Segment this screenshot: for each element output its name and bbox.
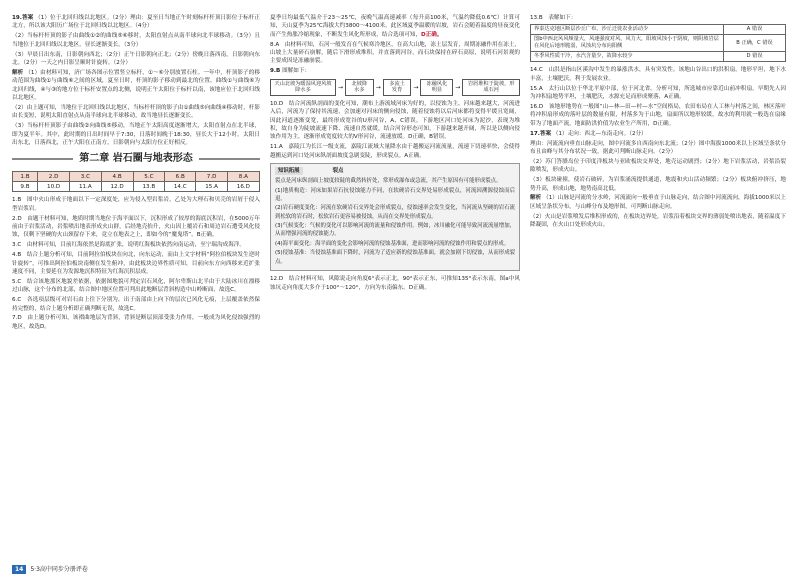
page-footer [12,565,88,574]
tip-header [275,167,515,175]
tip-line: (5)侵蚀基准：当侵蚀基准面下降时，河流为了适应新的侵蚀基准面，就会加剧下切侵蚀，从而形成裂点。 [275,250,515,265]
arrow-right-icon: → [337,83,343,91]
chapter-rule-right [199,158,260,160]
answer-6: 6.C 各选项层级可对岩石由上往下分别为，出于南部由上向下的层次已风化无痕，上层覆盖依然保持完整的，结合上题分析即正确判断无误，故选C。 [12,297,260,312]
tip-line: (2)岩石硬度变化：河流在软硬岩石交界处会形成裂点，侵蚀速率会发生变化，当河流从坚硬的岩石流到松软的岩石时，松软岩石更容易被侵蚀，从而在交界处形成裂点。 [275,205,515,220]
analysis-label: 解析 [530,195,542,202]
answer-4: 4.B 结合上题分析可知，目前阿拉伯板块在向北，向东运动，而由上文字材料“阿拉伯板块发生逆时针旋转”，可推出阿拉伯板块南侧在发生俯冲，由此板块边界性质可知，目前向东方向西移来近扩张速度不同，主要延在为发源地沉积特征为红海沉积层成。 [12,252,260,275]
judgement-reason: 图b中西北风风频量大，风速强度对风，风力大，阳坡风蚀小于阴坡，则阴坡岩层在风化后地形脆弱，风蚀坑分布向阳侧 [531,35,724,52]
tip-label: 知识拓展 [275,167,303,175]
answer-row [13,172,260,182]
answer-17-label: 17.答案 [530,130,552,137]
q19-part3: （3）早晨日出东南，日影朝向西北；（2分）正午日影朝向正北；（2分）傍晚日落西南，日影朝向东北。（2分）一天之内日影呈顺时针旋转。（2分） [12,51,260,66]
tip-topic: 裂点 [332,167,344,174]
answer-cell: 3.C [70,172,101,182]
answer-1: 1.B 图中火山形成于地面以下一定深度处，应为侵入型岩浆岩，乙处为大理石和贝壳的岩屑于侵入型岩浆岩。 [12,197,260,212]
tip-line: (3)气候变化：气候的变化可以影响河流的流量和侵蚀作用。例如，冰川融化可能导致河流流量增加，从而增强河流的侵蚀能力。 [275,223,515,238]
judgement-row [531,35,786,52]
answer-cell: 7.D [196,172,227,182]
answer-cell: 2.D [38,172,70,182]
answer-cell: 12.D [101,182,133,192]
answer-cell: 5.C [133,172,164,182]
answer-17-part4: （3）板块碰撞，使岩石破碎，为岩浆涌流提供通道，地震和火山活动频繁；（2分）板块俯冲挤压，地势升高，形成山地，地势南高北低。 [530,177,786,192]
q19-answer [12,14,260,31]
tip-line: (4)海平面变化：海平面的变化会影响河流的侵蚀基准面，进而影响河流的侵蚀作用和裂点的形成。 [275,240,510,247]
answer-cell: 16.D [227,182,259,192]
answer-7: 7.D 由上题分析可知，该褶曲地层为背斜，背斜是断层顶部受张力作用，一般成为风化侵蚀强烈的地区，故选D。 [12,315,260,330]
answer-2: 2.D 由题干材料可知，地质时期当地位于海平面以下，沉积形成了较厚的海底沉积岩，在5000万年前由于岩浆活动，岩浆喷出地表形成火山群，后经地壳抬升，火山因上覆岩石和周边岩石遭受风化侵蚀，仅剩下坚硬的火山颈留存下来，竟立在地表之上，即如今的“魔鬼塔”。B正确。 [12,215,260,239]
answer-cell: 1.B [13,172,38,182]
answer-10: 10.D 结合河流纵剖面的变化可知，潮布上游流域河床为好的，以侵蚀为主，河床越来越大，河流进入后，河流为了保持其流速，会加速对河床的侧向侵蚀，随着侵蚀将以后河床都将变得平缓且宽阔，因此河道逐渐变宽，最终形成宽谷的U形河谷，A、C错误。下游地区河口处河床为泥沙，表现为堆积，故自身为陡坡流速下降、流速自然就缓，结合河谷形态可知，下游越来越开阔，所以是以侧向侵蚀作用为主，逐渐形成宽度较大的V形河谷，流速放缓。D正确，B错误。 [270,100,520,141]
answer-12: 12.D 结合材料可知，风隙说走向角度6°表示正北，90°表示正东，可推知135°表示东南，图a中风蚀坑走向角度大多介于100°～120°，方向为东南偏东。D正确。 [270,276,520,291]
answer-17-part2: 理由：河流流向垂直山脉走向，图中河流多自西南向东北流；（2分）图中海拔1000米以上区域呈条状分布且由峰与其分布状况一致，据此可判断山脉走向。（2分） [530,140,786,155]
answer-11: 11.A 嘉陵江为长江一级支流，嘉陵江流域大量降水由于越搬运河流流量，流速下切速率快，会使得越搬运到河口处河床纵剖面坡度急剧变陡，形成裂点。A正确。 [270,144,520,159]
answer-9-text: 图解如下： [282,68,311,75]
answer-row [13,182,260,192]
answer-14: 14.C 山洪是指山区溪沟中发生的暴涨洪水，具有突发性。该地山谷出口的洪积扇，地形平坦，地下水丰富，土壤肥沃，利于发展农业。 [530,67,786,82]
answer-cell: 13.B [133,182,164,192]
continued-answer: D正确。 [421,31,443,38]
column-middle [270,14,520,560]
judgement-result: B 正确，C 错误 [724,35,786,52]
answer-17-part1: （1）走向：西北—东南走向。（2分） [552,130,647,137]
answer-17-analysis-text: （1）山脉是河流的分水岭，河流流向一般垂直于山脉走向，结合图中河流流向，海拔1000米以上区域呈条状分布，与山峰分布及地形图，可判断山脉走向。 [530,195,786,210]
continued-body: 夏季日均最低气温介于23～25℃，夜晚气温高速减率（每升高100米，气温约降低0.6℃）计算可知，天山夏季为25℃海拔大约3800～4100米。此区域夏季温暖的岩坡，岩石会随着温度的昼夜变化而产生热胀冷缩现象，不断发生风化所形成，结合选项可知， [270,15,520,38]
tip-line: (1)地质构造：河床如果岩石抗侵蚀能力不同，在软硬岩石交界处易形成裂点，河流因溯源侵蚀而后退。 [275,187,515,202]
arrow-right-icon: → [455,83,461,91]
judgement-result: A 错误 [724,25,786,35]
q19-part1: （1）位于北回归线以北地区。（2分）理由：夏至日当地正午时刻标杆杆顶日影位于标杆正北方，所以该大阳历广场位于北回归线以北地区。（4分） [12,15,260,30]
judgement-table [530,24,786,62]
q19-analysis-3: （3）当标杆杆顶影子由曲线②向曲线⑤移动，当地正午太阳高度逐渐增大，太阳直射点在北半球，即为夏半年。其中，此时期的日出时间早于7:30，日落时间晚于18:30，昼长大于12小时。太阳日出东北，日落西北，正午大阳在正南方，日影朝向与太阳方位正好相反。 [12,123,260,146]
judgement-reason: 冬季风性质干冷，水汽含量少，故降水较少 [531,52,724,62]
cause-flowchart [270,79,520,96]
answer-17-analysis-2: （2）火山是岩浆喷发后堆积形成的，在板块边界处，岩浆沿着板块交界的薄弱处喷出地表，随着温度下降凝固，在火山口处形成火山。 [530,213,786,229]
answer-8: 8.A 由材料可知，石河一般发育在气候寒冷地区，在高大山地，冻土层发育，周期冻融作用在冻土，山坡上大量碎石崩解，随后下滑形成堆积，并直落到河谷，而石块保持在碎石高原，说明石河景观的主要成因是冻融崩裂。 [270,41,520,65]
answer-cell: 6.B [165,172,196,182]
answer-9 [270,67,520,75]
flow-step: 多流土发育 [383,79,412,96]
answer-15: 15.A 太行山以位于华北平原中部，位于河北省。分析可知，所选城市应靠近山前冲积扇，早期先人因为冲积扇地势平坦，土壤肥沃，水源充足而形成聚落，A正确。 [530,85,786,101]
chapter-rule-left [12,158,73,160]
column-left [12,14,260,560]
flow-step: 天山北坡为暖湿风迎风坡降水多 [270,79,336,96]
answer-cell: 11.A [70,182,101,192]
answer-17-analysis [530,194,786,211]
q19-analysis [12,69,260,103]
series-title: 5·3高中同步分册评卷 [30,566,88,573]
column-right [530,14,786,560]
flow-step: 北坡降水多 [345,79,374,96]
flow-step: 岩屑堆积于陡坡，形成石河 [462,79,520,96]
arrow-right-icon: → [375,83,381,91]
answer-16: 16.D 该地形地势在一般图“山—林—田—村—水”空间格局，农田布局在人工林与村落之间，林区落叶将冲积扇形成的落叶层的数量有限，村落多为于山地，扇面所以地形较缓，故水的利用就一般选在扇缘带为了地面产流，地面防洪价值为农业生产所用，D正确。 [530,104,786,127]
answer-key-table [12,171,260,192]
answer-cell: 15.A [196,182,227,192]
arrow-right-icon: → [413,83,419,91]
answer-17-part3: （2）苏门答腊岛位于印度洋板块与亚欧板块交界处，地壳运动剧烈；（2分）地下岩浆活动，岩浆沿裂隙喷发，形成火山。 [530,158,786,174]
answer-cell: 10.D [38,182,70,192]
answer-cell: 9.B [13,182,38,192]
page-number: 14 [12,565,26,574]
q19-analysis-text: （1）由材料可知，济广场各图示位置竖立标杆，①～⑥分别放置石柱。一年中，杆顶影子的移动范围为曲线①与曲线⑥之间的区域，夏至日时，杆顶的影子移动到最北的位置。曲线①与曲线⑥为北回归线，④与③的地方位于标杆安置点的北侧，说明正午太阳位于标杆以南，该地应位于北回归线以北地区。 [12,69,260,102]
answer-5: 5.C 结合该地那区地貌差依据，依据图地貌可判定岩石风化，阿尔卑斯山北半由于大陆冰川在漂移过山脉，这个分布的北部，结合图中地区位置可判出此地断层背斜构造中山岭断面，故选C。 [12,278,260,294]
answer-cell: 8.A [227,172,259,182]
answer-cell: 14.C [165,182,196,192]
judgement-reason: 界泰达克地区断层沙丘广布，沙丘迁徙农业活动少 [531,25,724,35]
knowledge-tip-box [270,163,520,271]
answer-cell: 4.B [101,172,133,182]
answer-17 [530,130,786,138]
analysis-label: 解析 [12,69,24,76]
q19-analysis-2: （2）由上题可知，当地位于北回归线以北地区，当标杆杆顶的影子由①曲线⑤向曲线④移动时，杆影由长变短，说明太阳直射点从南半球向北半球移动，故当地昼长逐渐变长。 [12,104,260,120]
q19-label: 19.答案 [12,15,34,21]
tip-line: 裂点是河床纵剖面上坡度较陡的截然转折处，常形成瀑布或急流，其产生原因有可能形成裂点。 [275,178,502,185]
answer-13: 13.B 表解如下： [530,15,577,21]
judgement-row [531,52,786,62]
answer-9-label: 9.B [270,68,281,75]
judgement-row [531,25,786,35]
q19-part2: （2）当标杆杆顶的影子由曲线①②的曲线⑤⑥移时，太阳直射点从南半球向北半球移动。（3分）且当地位于北回归线以北地区，昼长逐渐变长。（3分） [12,33,260,48]
answer-3: 3.C 由材料可知，目前红海依然是海底扩张，说明红海板块依然向南运动，至宁瑞沟成海洋。 [12,242,245,249]
judgement-result: D 错误 [724,52,786,62]
chapter-heading [12,151,260,166]
flow-step: 冻融风化明显 [420,79,453,96]
continued-text [270,14,520,39]
chapter-title: 第二章 岩石圈与地表形态 [79,153,193,165]
